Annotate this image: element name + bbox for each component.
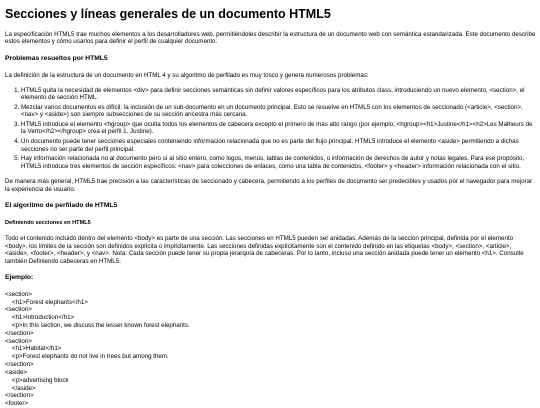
code-line: <aside> bbox=[5, 368, 28, 376]
code-example bbox=[5, 291, 536, 408]
code-line: </aside> bbox=[5, 384, 36, 392]
list-item: 2. Mezclar varios documentos es difícil: la inclusión de un sub-documento en un documento principal. Esto se resuelve en HTML5 con los elementos de seccionado (<article>, <section>, <nav> y <aside>) son siempre subsecciones de su sección ancestra más cercana. bbox=[21, 104, 536, 119]
code-line: <h1>Habitat</h1> bbox=[5, 345, 62, 353]
code-line: <p>Forest elephants do not live in trees but among them. bbox=[5, 353, 169, 361]
list-item: 4. Un documento puede tener secciones especiales conteniendo información relacionada que no es parte del flujo principal. HTML5 introduce el elemento <aside> permitiendo a dichas secciones no ser parte del perfil principal. bbox=[21, 138, 536, 153]
list-item: 5. Hay información relacionada no al documento pero sí al sitio entero, como logos, menús, tablas de contenidos, o información de derechos de autor y notas legales. Para ese propósito, HTML5 introduce tres elementos de sección específicos: <nav> para colecciones de enlaces, como una tabla de contenidos, <footer> y <header> información relacionada con el sitio. bbox=[21, 155, 536, 170]
code-line: <h1>Introduction</h1> bbox=[5, 314, 75, 322]
list-item: 3. HTML5 introduce el elemento <hgroup> que oculta todos los elementos de cabecera excepto el primero de más alto rango (por ejemplo, <hgroup><h1>Justine</h1><h2>Les Malheurs de la Vertu</h2></hgroup> crea el perfil 1. Justine). bbox=[21, 121, 536, 136]
intro-paragraph: La especificación HTML5 trae muchos elementos a los desarrolladores web, permitiéndoles describir la estructura de un documento web con semántica estandarizada. Este documento describe estos elementos y cómo usarlos para definir el perfil de cualquier documento. bbox=[5, 30, 536, 46]
algorithm-heading: El algoritmo de perfilado de HTML5 bbox=[5, 202, 118, 210]
code-line: <section> bbox=[5, 337, 32, 345]
example-heading: Ejemplo: bbox=[5, 273, 34, 281]
problems-heading: Problemas resueltos por HTML5 bbox=[5, 54, 108, 62]
page-title: Secciones y líneas generales de un documento HTML5 bbox=[5, 7, 331, 21]
code-line: <section> bbox=[5, 290, 32, 298]
code-line: <footer> bbox=[5, 400, 29, 408]
list-item: 1. HTML5 quita la necesidad de elementos <div> para definir secciones semánticas sin definir valores específicos para los atributos class, introduciendo un nuevo elemento, <section>, el elemento de sección HTML. bbox=[21, 87, 536, 102]
code-line: <section> bbox=[5, 306, 32, 314]
problems-list bbox=[5, 87, 536, 171]
defining-heading: Definiendo secciones en HTML5 bbox=[5, 219, 91, 226]
code-line: </section> bbox=[5, 392, 34, 400]
code-line: <h1>Forest elephants</h1> bbox=[5, 298, 88, 306]
code-line: </section> bbox=[5, 361, 34, 369]
code-line: <p>In this section, we discuss the lesser known forest elephants. bbox=[5, 322, 190, 330]
defining-paragraph: Todo el contenido incluido dentro del elemento <body> es parte de una sección. Las secciones en HTML5 pueden ser anidadas. Además de la sección principal, definida por el elemento <body>, los límites de la sección son definidos explícita o implícitamente. Las secciones definidas explícitamente son el contenido definido en las etiquetas <body>, <section>, <article>, <aside>, <footer>, <header>, y <nav>. Nota: Cada sección puede tener su propia jerarquía de cabeceras. Por lo tanto, incluso una sección anidada puede tener un elemento <h1>. Consulte también Definiendo cabeceras en HTML5. bbox=[5, 235, 524, 266]
problems-intro: La definición de la estructura de un documento en HTML 4 y su algoritmo de perfilado es muy tosco y genera numerosos problemas: bbox=[5, 72, 369, 80]
code-line: </section> bbox=[5, 329, 34, 337]
summary-paragraph: De manera más general, HTML5 trae precisión a las características de seccionado y cabecera, permitiendo a los perfiles de documento ser predecibles y usados por el navegador para mejorar la experiencia de usuario. bbox=[5, 178, 533, 193]
code-line: <p>advertising block bbox=[5, 376, 69, 384]
